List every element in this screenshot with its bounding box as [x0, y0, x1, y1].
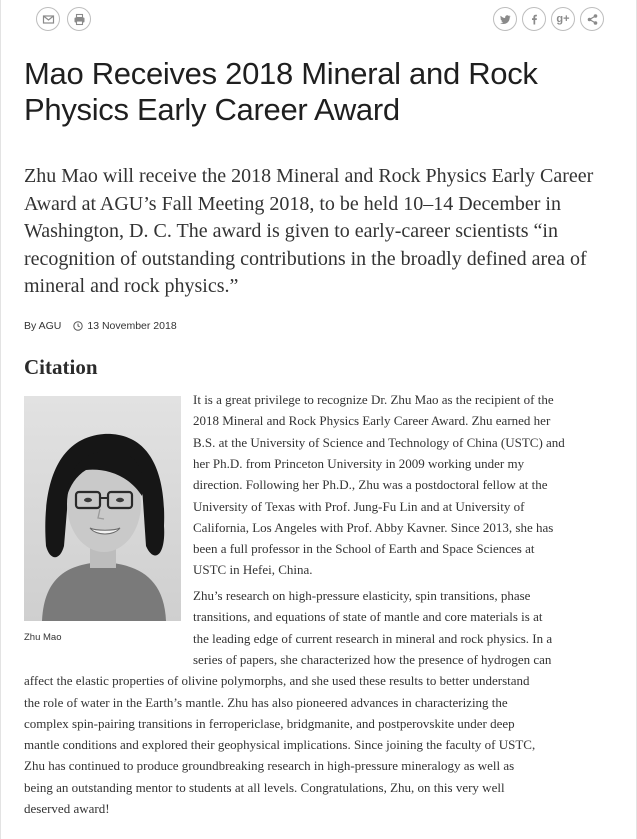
clock-icon — [73, 321, 83, 331]
citation-para1-line: 2018 Mineral and Rock Physics Early Career Award. Zhu earned her — [193, 413, 551, 429]
citation-para2-line: being an outstanding mentor to students at all levels. Congratulations, Zhu, on this very well — [24, 779, 505, 795]
email-button[interactable] — [36, 7, 60, 31]
author-link[interactable]: By AGU — [24, 320, 62, 332]
citation-para2-line: transitions, and equations of state of mantle and core materials is at — [193, 609, 543, 625]
citation-para1-line: University of Texas with Prof. Jung-Fu Lin and at University of — [193, 498, 525, 514]
citation-para2-line: mantle conditions and explored their geophysical implications. Since joining the faculty of USTC, — [24, 737, 536, 753]
portrait-image — [24, 396, 181, 621]
citation-para2-line: deserved award! — [24, 801, 110, 816]
publish-date: 13 November 2018 — [87, 320, 177, 332]
citation-para2-line: series of papers, she characterized how the presence of hydrogen can — [193, 651, 552, 667]
citation-para2-line: Zhu has continued to produce groundbreaking research in high-pressure mineralogy as well as — [24, 758, 515, 774]
citation-para1-line: direction. Following her Ph.D., Zhu was a postdoctoral fellow at the — [193, 477, 548, 493]
share-button[interactable] — [580, 7, 604, 31]
citation-para2-line: complex spin-pairing transitions in ferropericlase, bridgmanite, and postperovskite under deep — [24, 715, 515, 731]
article-lede: Zhu Mao will receive the 2018 Mineral and Rock Physics Early Career Award at AGU’s Fall Meeting 2018, to be held 10–14 December in Washington, D. C. The award is given to early-career scientists “in recognition of outstanding contributions in the broadly defined area of mineral and rock physics.” — [24, 165, 594, 297]
citation-para2-line: affect the elastic properties of olivine polymorphs, and she used these results to better understand — [24, 673, 530, 689]
twitter-button[interactable] — [493, 7, 517, 31]
share-icon — [586, 13, 599, 26]
citation-para1-line: B.S. at the University of Science and Technology of China (USTC) and — [193, 434, 565, 450]
print-button[interactable] — [67, 7, 91, 31]
twitter-icon — [499, 13, 512, 26]
citation-para1-line: USTC in Hefei, China. — [193, 562, 313, 578]
citation-para2-line: the role of water in the Earth’s mantle. Zhu has also pioneered advances in characterizing the — [24, 694, 508, 710]
facebook-button[interactable] — [522, 7, 546, 31]
photo-caption: Zhu Mao — [24, 632, 62, 643]
googleplus-icon: g+ — [556, 12, 570, 25]
byline — [24, 320, 177, 332]
citation-para1-line: California, Los Angeles with Prof. Abby Kavner. Since 2013, she has — [193, 519, 554, 535]
citation-para1-line: her Ph.D. from Princeton University in 2009 working under my — [193, 455, 525, 471]
googleplus-button[interactable] — [551, 7, 575, 31]
title-line-1: Mao Receives 2018 Mineral and Rock — [24, 56, 538, 91]
facebook-icon — [528, 13, 541, 26]
share-toolbar — [36, 7, 604, 31]
envelope-icon — [42, 13, 55, 26]
citation-para1-line: been a full professor in the School of Earth and Space Sciences at — [193, 541, 535, 557]
portrait-photo — [24, 396, 181, 621]
citation-para2-line: the leading edge of current research in mineral and rock physics. In a — [193, 630, 553, 646]
citation-para1-line: It is a great privilege to recognize Dr. Zhu Mao as the recipient of the — [193, 392, 554, 407]
article-title — [24, 56, 614, 128]
section-heading: Citation — [24, 355, 98, 379]
title-line-2: Physics Early Career Award — [24, 92, 400, 127]
citation-para2-line: Zhu’s research on high-pressure elasticity, spin transitions, phase — [193, 588, 531, 603]
printer-icon — [73, 13, 86, 26]
